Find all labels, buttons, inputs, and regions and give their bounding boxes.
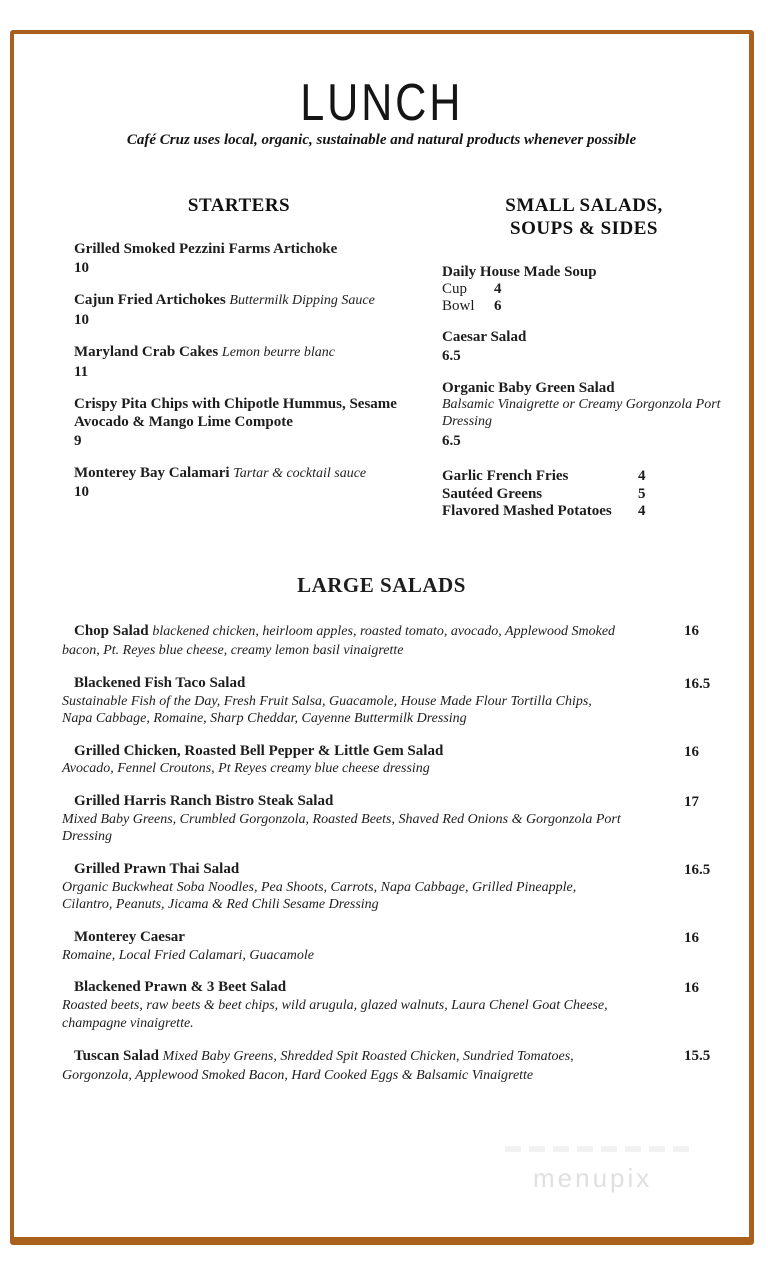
large-salad-row bbox=[62, 674, 711, 728]
large-salad-name: Grilled Harris Ranch Bistro Steak Salad bbox=[74, 793, 334, 810]
starter-item bbox=[74, 395, 404, 450]
large-salad-body bbox=[62, 1047, 622, 1085]
large-salad-desc: Organic Buckwheat Soba Noodles, Pea Shoots, Carrots, Napa Cabbage, Grilled Pineapple, Cilantro, Peanuts, Jicama & Red Chili Sesame Dressing bbox=[62, 879, 577, 913]
small-salads-heading-line2: SOUPS & SIDES bbox=[510, 218, 658, 240]
soup-options bbox=[442, 281, 726, 316]
side-row bbox=[442, 503, 726, 521]
large-salad-price: 16.5 bbox=[684, 675, 711, 692]
menupix-watermark: menupix bbox=[533, 1163, 653, 1193]
large-salad-name: Tuscan Salad bbox=[74, 1048, 159, 1065]
large-salad-row bbox=[62, 929, 701, 964]
soup-option-label: Cup bbox=[442, 280, 468, 297]
small-salad-item bbox=[442, 379, 726, 450]
starter-name-line bbox=[74, 291, 404, 310]
large-salad-name: Grilled Chicken, Roasted Bell Pepper & Little Gem Salad bbox=[74, 742, 444, 759]
soup-option-row bbox=[442, 281, 726, 298]
large-salad-name: Blackened Prawn & 3 Beet Salad bbox=[74, 979, 287, 996]
soup-name: Daily House Made Soup bbox=[442, 263, 597, 280]
side-name: Sautéed Greens bbox=[442, 485, 543, 502]
large-salad-desc: Mixed Baby Greens, Shredded Spit Roasted Chicken, Sundried Tomatoes, Gorgonzola, Applewood Smoked Bacon, Hard Cooked Eggs & Balsamic Vinaigrette bbox=[62, 1049, 574, 1084]
starter-desc: Lemon beurre blanc bbox=[221, 344, 335, 360]
faint-watermark-line bbox=[505, 1146, 695, 1152]
large-salad-body bbox=[62, 979, 622, 1032]
large-salad-desc: blackened chicken, heirloom apples, roasted tomato, avocado, Applewood Smoked bacon, Pt. Reyes blue cheese, creamy lemon basil vinaigrette bbox=[62, 624, 616, 658]
large-salad-row bbox=[62, 1047, 711, 1085]
starter-price: 11 bbox=[74, 363, 89, 380]
soup-option-label: Bowl bbox=[442, 298, 475, 315]
small-salad-item bbox=[442, 328, 726, 365]
small-salads-list bbox=[442, 328, 726, 450]
side-name: Garlic French Fries bbox=[442, 467, 569, 484]
side-price: 4 bbox=[638, 467, 646, 484]
small-salad-name: Organic Baby Green Salad bbox=[442, 380, 615, 397]
large-salad-row bbox=[62, 793, 701, 846]
large-salad-row bbox=[62, 743, 701, 778]
large-salad-desc: Roasted beets, raw beets & beet chips, wild arugula, glazed walnuts, Laura Chenel Goat Cheese, champagne vinaigrette. bbox=[62, 997, 608, 1031]
large-salad-price: 17 bbox=[684, 794, 699, 811]
page-subtitle: Café Cruz uses local, organic, sustainable and natural products whenever possible bbox=[126, 132, 637, 149]
side-name: Flavored Mashed Potatoes bbox=[442, 503, 612, 520]
large-salad-row bbox=[62, 622, 701, 660]
starter-desc: Buttermilk Dipping Sauce bbox=[229, 293, 375, 309]
large-salad-name: Blackened Fish Taco Salad bbox=[74, 674, 246, 691]
small-salad-price: 6.5 bbox=[442, 348, 461, 365]
large-salad-inline-line bbox=[62, 622, 622, 660]
large-salad-price: 16 bbox=[684, 743, 699, 760]
starter-item bbox=[74, 343, 404, 381]
large-salad-price: 16 bbox=[684, 980, 699, 997]
starter-name: Maryland Crab Cakes bbox=[74, 343, 219, 360]
starter-name-line bbox=[74, 343, 404, 362]
large-salad-price: 15.5 bbox=[684, 1048, 711, 1065]
side-row bbox=[442, 468, 726, 486]
side-row bbox=[442, 486, 726, 504]
small-salad-price: 6.5 bbox=[442, 432, 461, 449]
small-salad-name: Caesar Salad bbox=[442, 329, 527, 346]
page-title: LUNCH bbox=[299, 72, 464, 132]
large-salad-body bbox=[62, 743, 622, 778]
small-salad-desc: Balsamic Vinaigrette or Creamy Gorgonzola Port Dressing bbox=[442, 397, 721, 430]
large-salad-body bbox=[62, 675, 622, 728]
large-salad-desc: Mixed Baby Greens, Crumbled Gorgonzola, Roasted Beets, Shaved Red Onions & Gorgonzola Port Dressing bbox=[62, 811, 621, 845]
starters-column bbox=[74, 195, 404, 521]
soup-item bbox=[442, 263, 726, 316]
starter-price: 10 bbox=[74, 484, 89, 501]
starter-name: Cajun Fried Artichokes bbox=[74, 292, 226, 309]
starter-name: Crispy Pita Chips with Chipotle Hummus, Sesame Avocado & Mango Lime Compote bbox=[74, 395, 397, 430]
large-salad-row bbox=[62, 979, 701, 1032]
large-salad-price: 16 bbox=[684, 929, 699, 946]
starter-name-line bbox=[74, 464, 404, 483]
large-salad-body bbox=[62, 929, 622, 964]
starters-list bbox=[74, 240, 404, 501]
large-salad-inline-line bbox=[62, 1047, 622, 1085]
soup-option-row bbox=[442, 298, 726, 315]
sides-list bbox=[442, 468, 726, 521]
starter-price: 10 bbox=[74, 311, 89, 328]
starter-desc: Tartar & cocktail sauce bbox=[233, 465, 367, 481]
small-salad-name-line bbox=[442, 379, 726, 397]
large-salad-name: Monterey Caesar bbox=[74, 928, 185, 945]
side-price: 4 bbox=[638, 503, 646, 520]
large-salad-body bbox=[62, 861, 622, 914]
starter-price: 10 bbox=[74, 260, 89, 277]
starter-price: 9 bbox=[74, 432, 82, 449]
starter-name-line bbox=[74, 395, 404, 431]
top-columns bbox=[62, 195, 721, 521]
starter-name: Monterey Bay Calamari bbox=[74, 464, 230, 481]
soup-option-price: 6 bbox=[494, 298, 502, 315]
large-salad-desc: Sustainable Fish of the Day, Fresh Fruit Salsa, Guacamole, House Made Flour Tortilla Chips, Napa Cabbage, Romaine, Sharp Cheddar, Cayenne Buttermilk Dressing bbox=[62, 693, 592, 727]
large-salad-name: Chop Salad bbox=[74, 623, 149, 640]
large-salad-price: 16.5 bbox=[684, 862, 711, 879]
small-salad-name-line bbox=[442, 328, 726, 346]
starter-name-line bbox=[74, 240, 404, 258]
small-salads-heading bbox=[442, 195, 726, 241]
page-header bbox=[62, 72, 701, 149]
large-salad-name: Grilled Prawn Thai Salad bbox=[74, 861, 240, 878]
menu-content bbox=[14, 34, 749, 1237]
soup-option-price: 4 bbox=[494, 280, 502, 297]
large-salad-price: 16 bbox=[684, 623, 699, 640]
large-salads-section bbox=[62, 573, 711, 1085]
starter-item bbox=[74, 464, 404, 502]
large-salad-body bbox=[62, 793, 622, 846]
starter-name: Grilled Smoked Pezzini Farms Artichoke bbox=[74, 241, 338, 258]
column-gap bbox=[404, 195, 442, 521]
starter-item bbox=[74, 291, 404, 329]
starters-heading: STARTERS bbox=[187, 195, 291, 217]
large-salad-desc: Avocado, Fennel Croutons, Pt Reyes creamy blue cheese dressing bbox=[62, 761, 430, 777]
large-salad-desc: Romaine, Local Fried Calamari, Guacamole bbox=[62, 947, 314, 963]
large-salad-body bbox=[62, 622, 622, 660]
large-salads-heading: LARGE SALADS bbox=[297, 573, 466, 598]
side-price: 5 bbox=[638, 485, 646, 502]
small-salads-column bbox=[442, 195, 726, 521]
large-salad-row bbox=[62, 861, 711, 914]
large-salads-list bbox=[62, 622, 711, 1085]
starter-item bbox=[74, 240, 404, 277]
small-salads-heading-line1: SMALL SALADS, bbox=[505, 195, 663, 217]
